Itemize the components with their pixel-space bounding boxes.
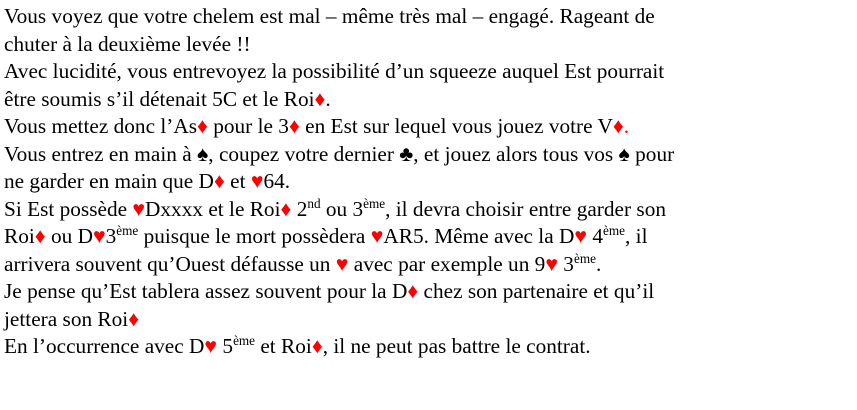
text-line: [4, 196, 857, 224]
text-run: Vous entrez en main à ♠, coupez votre dernier ♣, et jouez alors tous vos ♠ pour: [4, 141, 675, 166]
superscript: ème: [233, 333, 256, 349]
superscript: ème: [603, 223, 625, 239]
text-run: 2: [291, 196, 308, 221]
superscript: ème: [116, 223, 139, 239]
paragraph: [4, 278, 857, 333]
paragraph: [4, 141, 857, 196]
text-run: Roi: [4, 224, 35, 248]
text-run: être soumis s’il détenait 5C et le Roi: [4, 86, 315, 111]
diamond-suit-icon: ♦: [288, 114, 300, 138]
text-run: en Est sur lequel vous jouez votre V: [299, 114, 613, 138]
superscript: ème: [573, 250, 596, 266]
text-run: ou D: [45, 224, 93, 248]
text-run: et: [224, 169, 251, 193]
heart-suit-icon: ♥: [335, 251, 349, 276]
heart-suit-icon: ♥: [204, 334, 218, 358]
text-run: Vous voyez que votre chelem est mal – même très mal – engagé. Rageant de: [4, 4, 655, 28]
text-line: [4, 278, 857, 306]
text-run: ou 3: [320, 196, 364, 221]
diamond-suit-icon: ♦: [280, 196, 292, 221]
text-line: [4, 86, 857, 114]
text-run: AR5. Même avec la D: [383, 224, 575, 248]
text-run: , il ne peut pas battre le contrat.: [322, 334, 591, 358]
diamond-suit-icon: ♦.: [612, 114, 630, 138]
text-line: [4, 168, 857, 196]
text-run: arrivera souvent qu’Ouest défausse un: [4, 251, 336, 276]
text-run: , il: [625, 224, 648, 248]
superscript: ème: [363, 195, 386, 211]
paragraph: [4, 196, 857, 279]
text-run: .: [325, 86, 331, 111]
text-line: [4, 3, 857, 31]
paragraph: [4, 113, 857, 141]
heart-suit-icon: ♥: [574, 224, 588, 248]
text-run: Je pense qu’Est tablera assez souvent pour la D: [4, 279, 408, 303]
text-run: .: [595, 251, 602, 276]
text-run: 3: [105, 224, 117, 248]
heart-suit-icon: ♥: [545, 251, 558, 276]
text-run: Vous mettez donc l’As: [4, 114, 198, 138]
text-run: chez son partenaire et qu’il: [418, 279, 655, 303]
diamond-suit-icon: ♦: [407, 279, 419, 303]
text-run: 4: [587, 224, 604, 248]
text-run: chuter à la deuxième levée !!: [4, 31, 251, 56]
text-line: [4, 251, 857, 279]
paragraph: [4, 3, 857, 58]
diamond-suit-icon: ♦: [314, 86, 326, 111]
text-run: pour le 3: [207, 114, 289, 138]
heart-suit-icon: ♥: [92, 224, 106, 248]
text-line: [4, 223, 857, 251]
text-run: En l’occurrence avec D: [4, 334, 205, 358]
text-run: Dxxxx et le Roi: [145, 196, 281, 221]
diamond-suit-icon: ♦: [197, 114, 208, 138]
diamond-suit-icon: ♦: [311, 334, 323, 358]
text-run: et Roi: [255, 334, 312, 358]
text-line: [4, 58, 857, 86]
text-run: Si Est possède: [4, 196, 133, 221]
text-run: avec par exemple un 9: [348, 251, 546, 276]
paragraph: [4, 333, 857, 361]
text-run: 3: [557, 251, 574, 276]
text-line: [4, 113, 857, 141]
heart-suit-icon: ♥: [370, 224, 384, 248]
heart-suit-icon: ♥: [250, 169, 264, 193]
text-run: puisque le mort possèdera: [138, 224, 371, 248]
diamond-suit-icon: ♦: [213, 169, 225, 193]
diamond-suit-icon: ♦: [34, 224, 46, 248]
text-run: ne garder en main que D: [4, 169, 214, 193]
superscript: nd: [307, 195, 321, 211]
text-line: [4, 31, 857, 59]
text-line: [4, 306, 857, 334]
text-line: [4, 141, 857, 169]
text-run: , il devra choisir entre garder son: [385, 196, 667, 221]
text-run: 64.: [263, 169, 291, 193]
heart-suit-icon: ♥: [132, 196, 146, 221]
text-run: 5: [217, 334, 234, 358]
paragraph: [4, 58, 857, 113]
text-run: jettera son Roi: [4, 306, 129, 331]
text-line: [4, 333, 857, 361]
text-run: Avec lucidité, vous entrevoyez la possibilité d’un squeeze auquel Est pourrait: [4, 59, 665, 83]
diamond-suit-icon: ♦: [128, 306, 140, 331]
